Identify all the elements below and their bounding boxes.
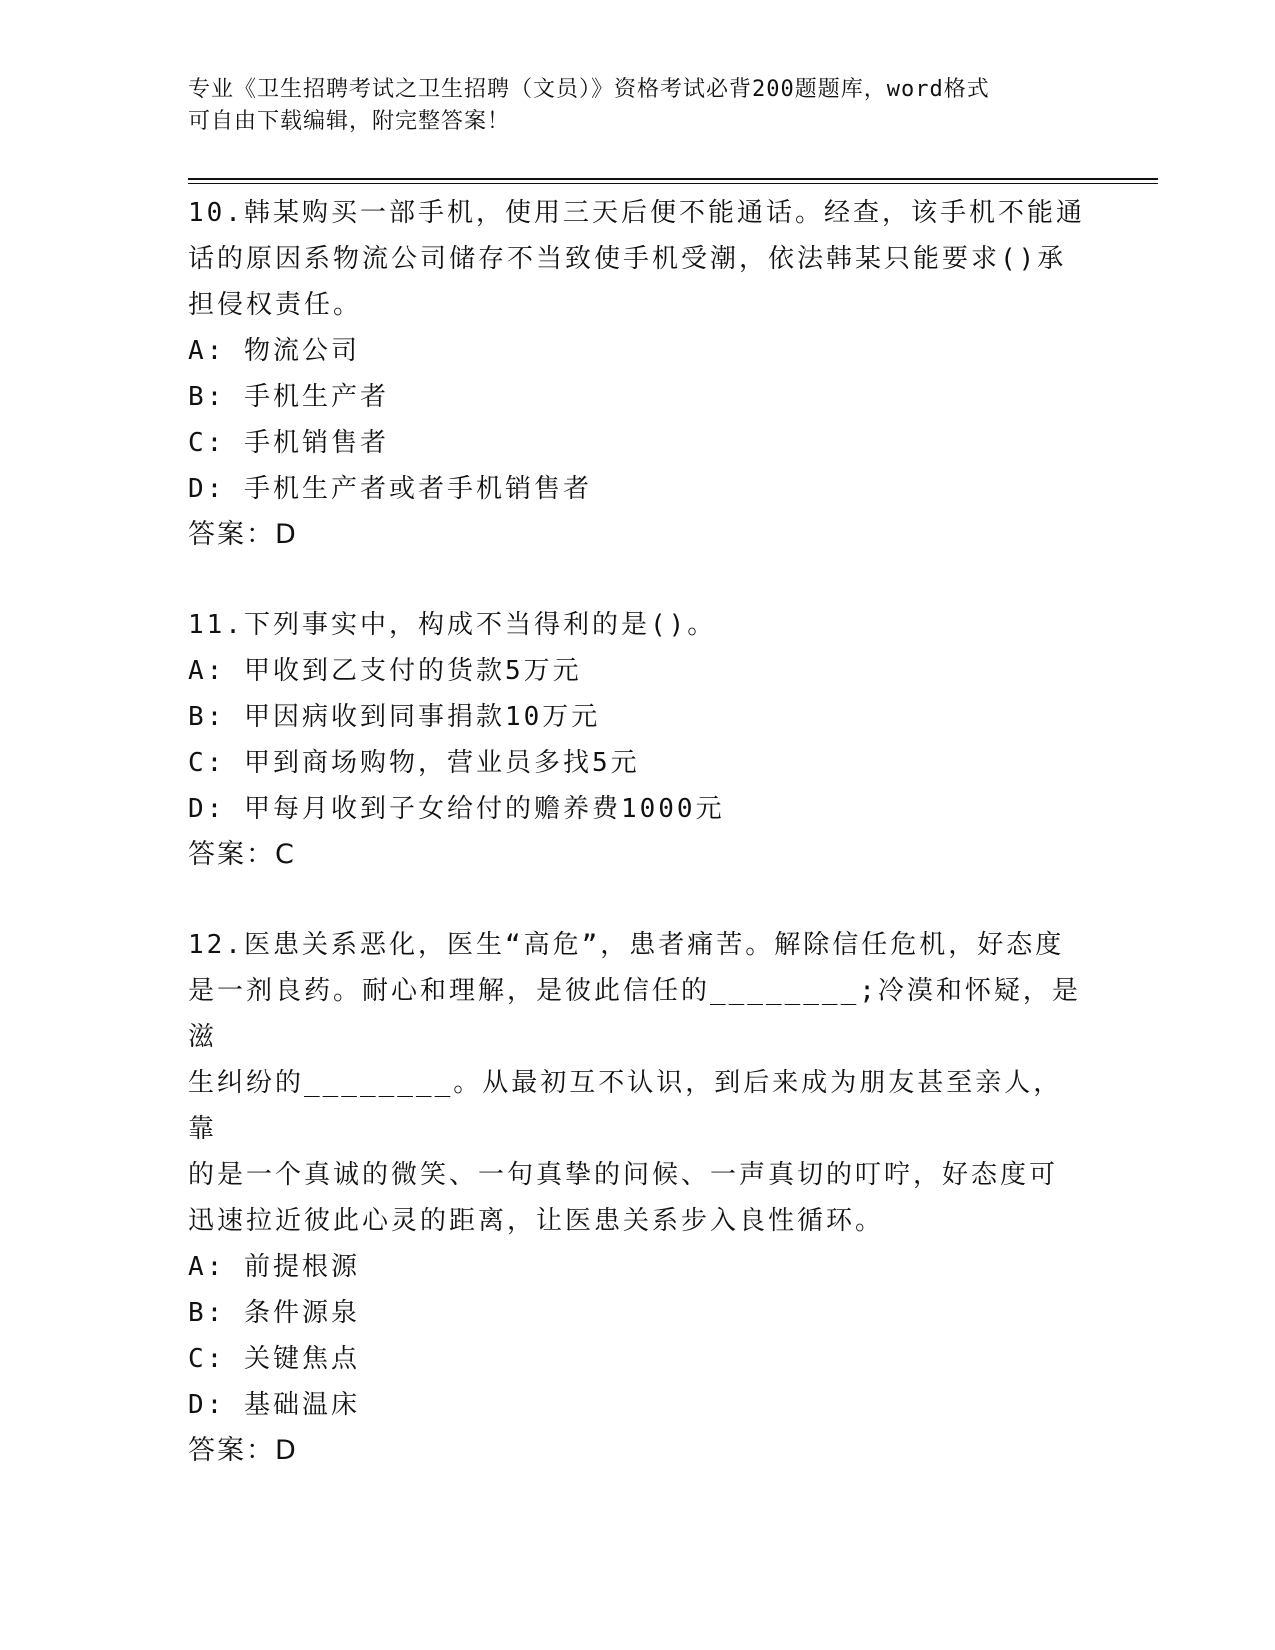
spacer: [188, 878, 1088, 922]
spacer: [188, 558, 1088, 602]
option-c: C: 甲到商场购物，营业员多找5元: [188, 748, 640, 778]
answer-line: 答案：D: [188, 519, 298, 550]
option-d: D: 基础温床: [188, 1390, 360, 1420]
question-text-line: 11.下列事实中，构成不当得利的是()。: [188, 610, 717, 640]
option-d: D: 甲每月收到子女给付的赡养费1000元: [188, 794, 725, 824]
option-b: B: 甲因病收到同事捐款10万元: [188, 702, 601, 732]
question-text-line: 12.医患关系恶化，医生“高危”，患者痛苦。解除信任危机，好态度: [188, 930, 1065, 960]
question-list: [188, 190, 1088, 1474]
document-header: [188, 74, 1068, 138]
header-rule-top: [188, 178, 1158, 180]
header-line-1: 专业《卫生招聘考试之卫生招聘（文员）》资格考试必背200题题库，word格式: [188, 77, 990, 102]
question-text-line: 是一剂良药。耐心和理解，是彼此信任的________;冷漠和怀疑，是滋: [188, 976, 1081, 1052]
question-text-line: 迅速拉近彼此心灵的距离，让医患关系步入良性循环。: [188, 1206, 885, 1236]
option-b: B: 手机生产者: [188, 382, 389, 412]
question-10: [188, 190, 1088, 558]
option-a: A: 甲收到乙支付的货款5万元: [188, 656, 582, 686]
option-a: A: 物流公司: [188, 336, 360, 366]
answer-line: 答案：D: [188, 1435, 298, 1466]
question-12: [188, 922, 1088, 1474]
question-text-line: 10.韩某购买一部手机，使用三天后便不能通话。经查，该手机不能通: [188, 198, 1085, 228]
option-b: B: 条件源泉: [188, 1298, 360, 1328]
header-line-2: 可自由下载编辑，附完整答案！: [188, 109, 511, 134]
option-c: C: 手机销售者: [188, 428, 389, 458]
header-rule-bottom: [188, 183, 1158, 184]
question-text-line: 生纠纷的________。从最初互不认识，到后来成为朋友甚至亲人，靠: [188, 1068, 1063, 1144]
answer-line: 答案：C: [188, 839, 296, 870]
question-text-line: 担侵权责任。: [188, 290, 363, 320]
option-d: D: 手机生产者或者手机销售者: [188, 474, 592, 504]
question-text-line: 的是一个真诚的微笑、一句真挚的问候、一声真切的叮咛，好态度可: [188, 1160, 1059, 1190]
question-11: [188, 602, 1088, 878]
option-a: A: 前提根源: [188, 1252, 360, 1282]
question-text-line: 话的原因系物流公司储存不当致使手机受潮，依法韩某只能要求()承: [188, 244, 1067, 274]
option-c: C: 关键焦点: [188, 1344, 360, 1374]
